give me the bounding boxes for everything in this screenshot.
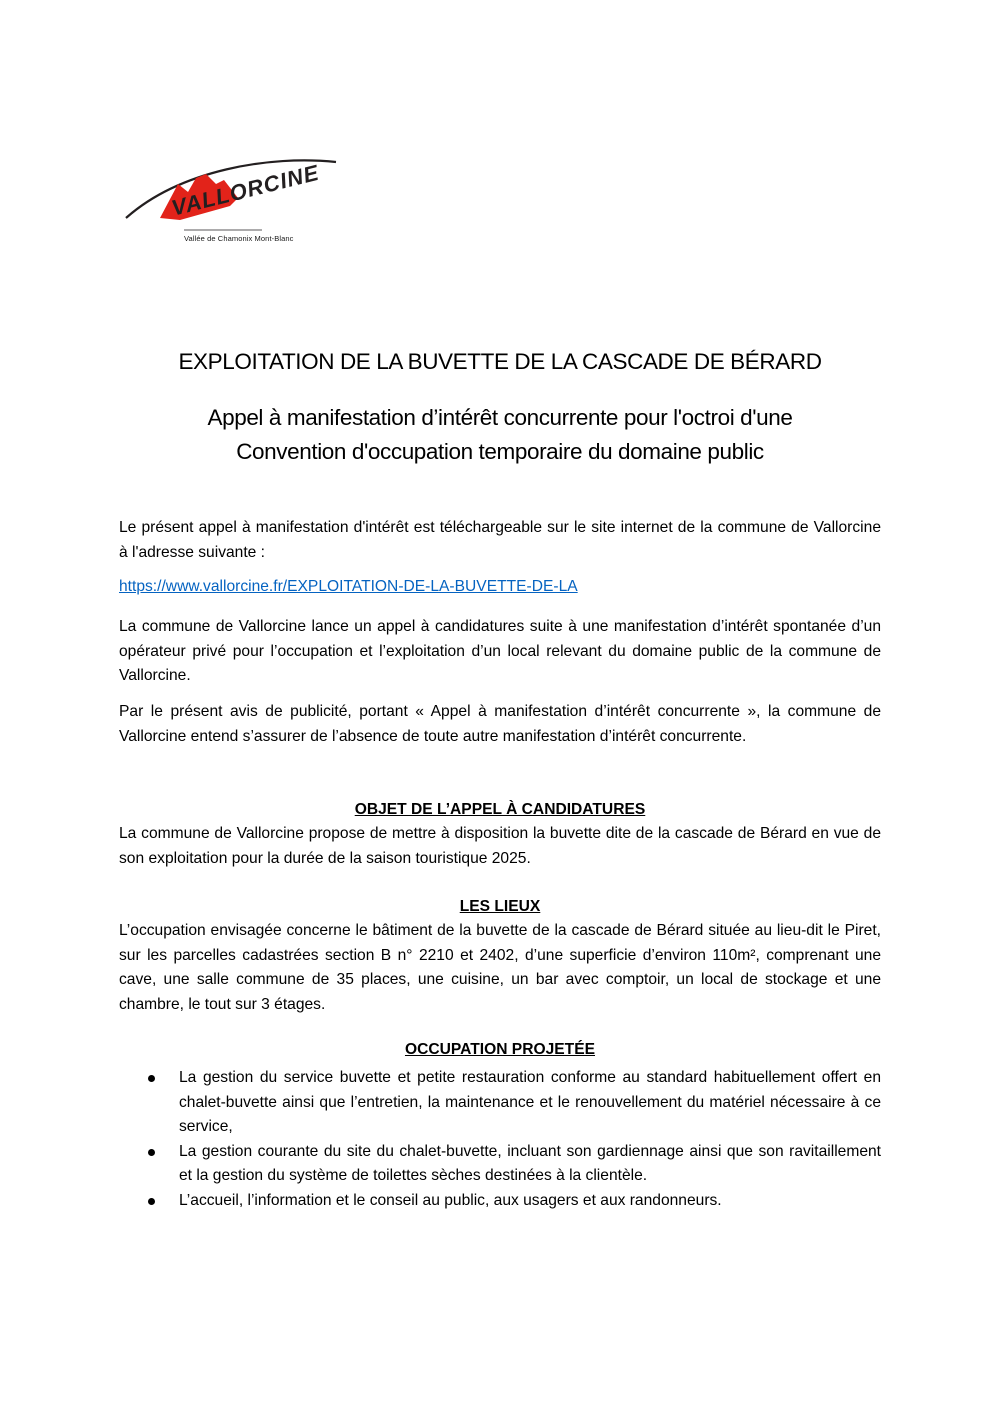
heading-lieux: LES LIEUX [459,898,541,915]
paragraph-candidatures: La commune de Vallorcine lance un appel à candidatures suite à une manifestation d’intérêt spontanée d’un opérateur privé pour l’occupation et l’exploitation d’un local relevant du domaine public de la commune de Vallorcine. [119,618,881,684]
heading-occupation: OCCUPATION PROJETÉE [404,1041,596,1058]
paragraph-lieux: L’occupation envisagée concerne le bâtiment de la buvette de la cascade de Bérard située au lieu-dit le Piret, sur les parcelles cadastrées section B n° 2210 et 2402, d’une superficie d’environ 110m², comprenant une cave, une salle commune de 35 places, une cuisine, un bar avec comptoir, un local de stockage et une chambre, le tout sur 3 étages. [119,922,881,1013]
list-item [144,1189,881,1214]
document-title: EXPLOITATION DE LA BUVETTE DE LA CASCADE DE BÉRARD [178,349,822,374]
list-item-text: La gestion du service buvette et petite restauration conforme au standard habituellement offert en chalet-buvette ainsi que l’entretien, la maintenance et le renouvellement du matériel nécessaire à ce service, [179,1069,881,1135]
bullet-icon [148,1075,155,1082]
intro-paragraph: Le présent appel à manifestation d'intérêt est téléchargeable sur le site internet de la commune de Vallorcine à l'adresse suivante : [119,519,881,561]
list-item-text: L’accueil, l’information et le conseil au public, aux usagers et aux randonneurs. [179,1191,722,1209]
logo-wordmark: VALLORCINE [168,159,322,221]
paragraph-publicite: Par le présent avis de publicité, portant « Appel à manifestation d’intérêt concurrente », la commune de Vallorcine entend s’assurer de l’absence de toute autre manifestation d’intérêt concurrente. [119,703,881,745]
download-link[interactable]: https://www.vallorcine.fr/EXPLOITATION-DE-LA-BUVETTE-DE-LA [119,578,578,595]
list-item [144,1140,881,1189]
list-item-text: La gestion courante du site du chalet-buvette, incluant son gardiennage ainsi que son ravitaillement et la gestion du système de toilettes sèches destinées à la clientèle. [179,1142,881,1184]
heading-objet: OBJET DE L’APPEL À CANDIDATURES [354,801,646,818]
bullet-icon [148,1198,155,1205]
occupation-list [144,1066,881,1213]
logo-tagline: Vallée de Chamonix Mont-Blanc [184,234,294,243]
list-item [144,1066,881,1140]
document-subtitle-line1: Appel à manifestation d’intérêt concurrente pour l'octroi d'une [207,405,793,430]
document-subtitle-line2: Convention d'occupation temporaire du domaine public [236,439,764,464]
bullet-icon [148,1149,155,1156]
paragraph-objet: La commune de Vallorcine propose de mettre à disposition la buvette dite de la cascade de Bérard en vue de son exploitation pour la durée de la saison touristique 2025. [119,825,881,867]
